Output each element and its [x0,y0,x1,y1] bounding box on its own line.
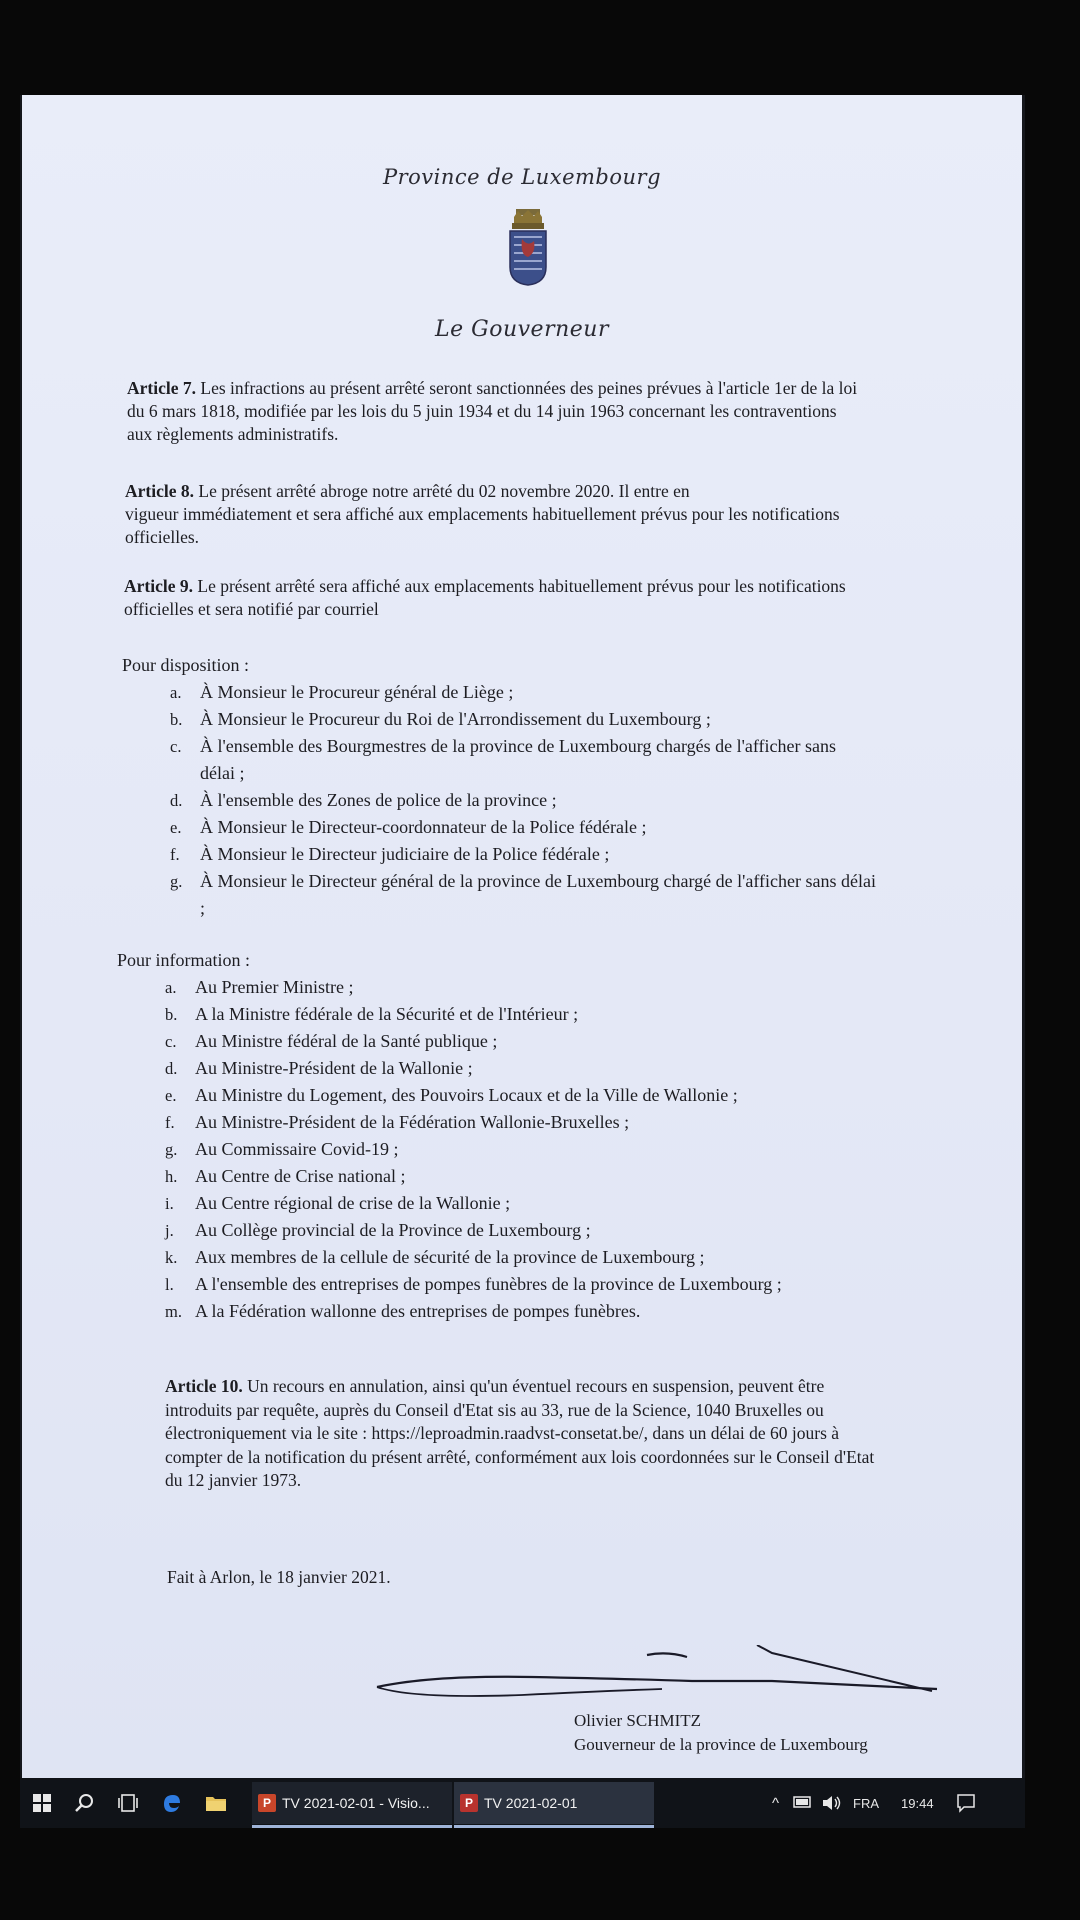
list-item-text: À l'ensemble des Bourgmestres de la province de Luxembourg chargés de l'afficher sans [200,736,836,756]
list-item-text: Au Centre régional de crise de la Wallonie ; [195,1193,511,1213]
information-list [165,974,945,1325]
list-item-text: A la Ministre fédérale de la Sécurité et de l'Intérieur ; [195,1004,579,1024]
article-8-line-2: vigueur immédiatement et sera affiché aux emplacements habituellement prévus pour les notifications [125,504,840,524]
list-letter: f. [170,845,180,864]
system-tray [772,1778,1022,1828]
list-letter: e. [165,1086,177,1105]
disposition-item-b [170,706,950,733]
notification-icon[interactable] [956,1793,976,1813]
article-10-label: Article 10. [165,1376,243,1396]
information-item-f [165,1109,945,1136]
disposition-item-f [170,841,950,868]
article-8-line-3: officielles. [125,527,200,547]
pdf-viewer-icon: P [460,1794,478,1812]
clock[interactable]: 19:44 [901,1795,934,1811]
list-letter: j. [165,1221,174,1240]
taskbar-app-visio[interactable] [252,1782,452,1824]
article-10-line-3: électroniquement via le site : https://leproadmin.raadvst-consetat.be/, dans un délai de 60 jours à [165,1423,840,1443]
taskbar-app-pdf[interactable] [454,1782,654,1824]
article-10-line-4: compter de la notification du présent arrêté, conformément aux lois coordonnées sur le Conseil d'Etat [165,1446,875,1467]
information-item-l [165,1271,945,1298]
information-item-e [165,1082,945,1109]
list-item-text: Au Ministre-Président de la Fédération Wallonie-Bruxelles ; [195,1112,630,1132]
article-7-line-1: Les infractions au présent arrêté seront sanctionnées des peines prévues à l'article 1er de la loi [200,378,858,398]
article-10-line-2: introduits par requête, auprès du Conseil d'Etat sis au 33, rue de la Science, 1040 Bruxelles ou [165,1399,824,1420]
file-explorer-icon[interactable] [196,1778,236,1828]
information-item-c [165,1028,945,1055]
list-item-text: Au Collège provincial de la Province de Luxembourg ; [195,1220,591,1240]
information-item-b [165,1001,945,1028]
information-item-a [165,974,945,1001]
article-7-label: Article 7. [127,378,196,398]
language-indicator[interactable]: FRA [853,1795,880,1811]
list-item-text: À l'ensemble des Zones de police de la province ; [200,790,557,810]
volume-icon[interactable] [821,1795,843,1811]
signatory-name: Olivier SCHMITZ [574,1711,702,1730]
coat-of-arms-icon [506,207,550,287]
list-letter: d. [165,1059,178,1078]
taskbar-app-visio-label: TV 2021-02-01 - Visio... [282,1795,430,1811]
article-8 [125,480,930,549]
list-item-text: À Monsieur le Directeur judiciaire de la Police fédérale ; [200,844,610,864]
information-item-d [165,1055,945,1082]
list-letter: a. [170,683,182,702]
article-7-line-2: du 6 mars 1818, modifiée par les lois du 5 juin 1934 et du 14 juin 1963 concernant les contraventions [127,401,837,421]
list-item-text: Au Ministre du Logement, des Pouvoirs Locaux et de la Ville de Wallonie ; [195,1085,738,1105]
information-item-i [165,1190,945,1217]
list-letter: g. [170,872,183,891]
disposition-item-d [170,787,950,814]
list-letter: g. [165,1140,178,1159]
list-item-text: Au Commissaire Covid-19 ; [195,1139,399,1159]
article-10 [165,1375,945,1493]
list-item-text: À Monsieur le Directeur-coordonnateur de la Police fédérale ; [200,817,647,837]
letterhead-gouverneur: Le Gouverneur [435,317,609,342]
signatory-title: Gouverneur de la province de Luxembourg [574,1735,868,1754]
list-item-text: ; [200,898,206,918]
list-letter: c. [170,737,182,756]
taskbar-app-pdf-label: TV 2021-02-01 [484,1795,578,1811]
list-letter: h. [165,1167,178,1186]
network-icon[interactable] [793,1796,813,1810]
list-item-text: Au Centre de Crise national ; [195,1166,406,1186]
article-7-line-3: aux règlements administratifs. [127,424,339,444]
information-item-m [165,1298,945,1325]
list-item-text: Au Ministre-Président de la Wallonie ; [195,1058,473,1078]
article-10-line-1: Un recours en annulation, ainsi qu'un éventuel recours en suspension, peuvent être [247,1376,825,1396]
list-item-text: Au Ministre fédéral de la Santé publique ; [195,1031,498,1051]
disposition-item-c [170,733,950,787]
list-letter: a. [165,978,177,997]
information-item-h [165,1163,945,1190]
task-view-icon[interactable] [108,1778,148,1828]
list-letter: k. [165,1248,178,1267]
letterhead-province: Province de Luxembourg [382,165,662,189]
article-8-line-1: Le présent arrêté abroge notre arrêté du 02 novembre 2020. Il entre en [198,481,690,501]
list-letter: c. [165,1032,177,1051]
signature-icon [372,1645,942,1715]
powerpoint-icon: P [258,1794,276,1812]
list-letter: b. [165,1005,178,1024]
document-page [22,95,1022,1778]
list-item-text: Au Premier Ministre ; [195,977,354,997]
search-icon[interactable] [64,1778,104,1828]
windows-taskbar [20,1778,1025,1828]
list-letter: e. [170,818,182,837]
article-7 [127,377,927,446]
list-item-text: À Monsieur le Procureur général de Liège ; [200,682,514,702]
disposition-item-a [170,679,950,706]
article-9-line-2: officielles et sera notifié par courriel [124,599,379,619]
disposition-list [170,679,950,922]
list-item-text: Aux membres de la cellule de sécurité de la province de Luxembourg ; [195,1247,705,1267]
disposition-item-g [170,868,950,922]
list-letter: f. [165,1113,175,1132]
article-9 [124,575,934,621]
place-date: Fait à Arlon, le 18 janvier 2021. [167,1567,391,1587]
edge-browser-icon[interactable] [152,1778,192,1828]
list-item-text: A l'ensemble des entreprises de pompes funèbres de la province de Luxembourg ; [195,1274,782,1294]
article-9-line-1: Le présent arrêté sera affiché aux emplacements habituellement prévus pour les notifications [197,576,846,596]
list-letter: b. [170,710,183,729]
disposition-heading: Pour disposition : [122,655,250,675]
article-10-line-5: du 12 janvier 1973. [165,1470,302,1490]
list-letter: l. [165,1275,174,1294]
list-letter: i. [165,1194,174,1213]
information-item-j [165,1217,945,1244]
list-letter: m. [165,1302,182,1321]
windows-start-icon[interactable] [22,1778,62,1828]
list-letter: d. [170,791,183,810]
article-9-label: Article 9. [124,576,193,596]
disposition-item-e [170,814,950,841]
information-item-k [165,1244,945,1271]
list-item-text: A la Fédération wallonne des entreprises de pompes funèbres. [195,1301,641,1321]
article-8-label: Article 8. [125,481,194,501]
information-heading: Pour information : [117,950,250,970]
list-item-text: délai ; [200,763,245,783]
information-item-g [165,1136,945,1163]
chevron-up-icon[interactable]: ^ [772,1794,780,1812]
list-item-text: À Monsieur le Procureur du Roi de l'Arrondissement du Luxembourg ; [200,709,711,729]
list-item-text: À Monsieur le Directeur général de la province de Luxembourg chargé de l'afficher sans délai [200,871,876,891]
